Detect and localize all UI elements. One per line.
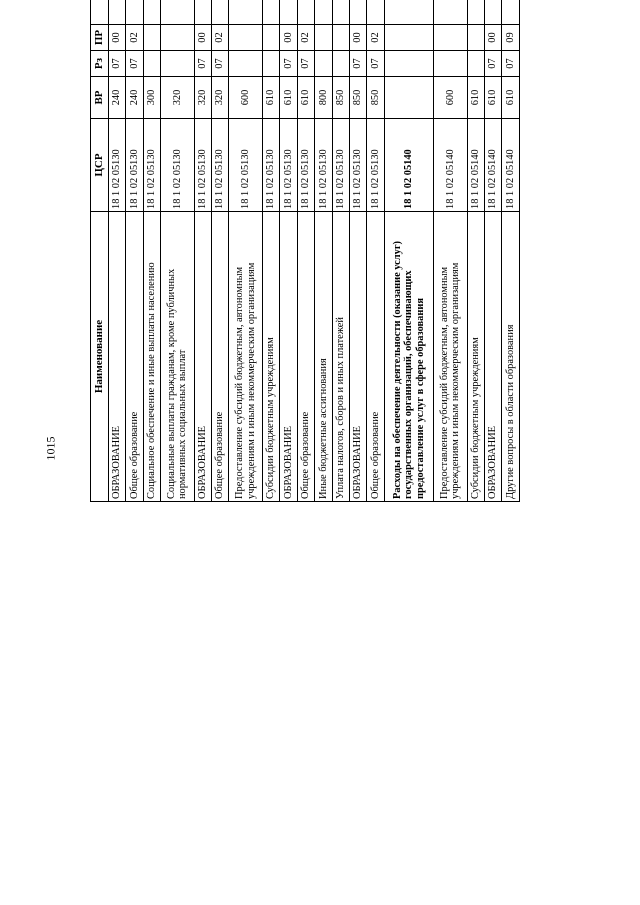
table-row	[349, 0, 366, 502]
cell-pr	[161, 25, 194, 51]
cell-y2019	[161, 0, 194, 25]
cell-rz: 07	[194, 51, 211, 77]
cell-vr: 850	[349, 77, 366, 119]
cell-name: ОБРАЗОВАНИЕ	[280, 212, 297, 502]
cell-pr	[384, 25, 433, 51]
cell-pr	[229, 25, 262, 51]
header-pr: ПР	[91, 25, 109, 51]
cell-name: Иные бюджетные ассигнования	[315, 212, 332, 502]
cell-rz: 07	[126, 51, 143, 77]
cell-y2019	[262, 0, 279, 25]
cell-rz: 07	[297, 51, 314, 77]
table-row	[467, 0, 484, 502]
cell-y2019	[315, 0, 332, 25]
cell-csr: 18 1 02 05140	[384, 119, 433, 212]
table-row	[194, 0, 211, 502]
cell-pr: 00	[194, 25, 211, 51]
page-number: 1015	[43, 436, 58, 461]
cell-vr: 320	[212, 77, 229, 119]
cell-csr: 18 1 02 05130	[109, 119, 126, 212]
cell-pr: 02	[367, 25, 384, 51]
cell-csr: 18 1 02 05130	[315, 119, 332, 212]
header-vr: ВР	[91, 77, 109, 119]
cell-y2019	[143, 0, 160, 25]
cell-pr: 00	[485, 25, 502, 51]
table-row	[485, 0, 502, 502]
table-row	[212, 0, 229, 502]
table-row	[367, 0, 384, 502]
cell-csr: 18 1 02 05130	[332, 119, 349, 212]
cell-csr: 18 1 02 05140	[502, 119, 520, 212]
cell-csr: 18 1 02 05130	[349, 119, 366, 212]
table-row	[297, 0, 314, 502]
cell-name: ОБРАЗОВАНИЕ	[109, 212, 126, 502]
cell-rz	[332, 51, 349, 77]
cell-rz	[143, 51, 160, 77]
cell-pr: 02	[297, 25, 314, 51]
cell-y2019	[126, 0, 143, 25]
cell-vr: 610	[262, 77, 279, 119]
table-row	[262, 0, 279, 502]
cell-y2019	[229, 0, 262, 25]
cell-name: ОБРАЗОВАНИЕ	[194, 212, 211, 502]
cell-vr: 800	[315, 77, 332, 119]
rotated-table-inner	[90, 0, 520, 502]
table-row	[143, 0, 160, 502]
cell-y2019	[349, 0, 366, 25]
cell-name: Уплата налогов, сборов и иных платежей	[332, 212, 349, 502]
cell-csr: 18 1 02 05130	[262, 119, 279, 212]
cell-name: Социальное обеспечение и иные выплаты населению	[143, 212, 160, 502]
cell-csr: 18 1 02 05130	[280, 119, 297, 212]
cell-pr: 00	[109, 25, 126, 51]
cell-pr	[143, 25, 160, 51]
cell-vr: 610	[502, 77, 520, 119]
cell-rz: 07	[502, 51, 520, 77]
cell-rz	[467, 51, 484, 77]
cell-name: Общее образование	[297, 212, 314, 502]
cell-vr: 320	[194, 77, 211, 119]
cell-pr: 09	[502, 25, 520, 51]
cell-rz	[229, 51, 262, 77]
cell-vr: 610	[280, 77, 297, 119]
cell-name: Субсидии бюджетным учреждениям	[262, 212, 279, 502]
table-row	[229, 0, 262, 502]
cell-name: Общее образование	[212, 212, 229, 502]
cell-y2019	[280, 0, 297, 25]
cell-vr: 610	[297, 77, 314, 119]
cell-vr: 600	[229, 77, 262, 119]
header-csr: ЦСР	[91, 119, 109, 212]
cell-name: Субсидии бюджетным учреждениям	[467, 212, 484, 502]
cell-rz: 07	[280, 51, 297, 77]
cell-vr: 610	[485, 77, 502, 119]
cell-pr	[467, 25, 484, 51]
cell-pr	[434, 25, 467, 51]
cell-y2019	[332, 0, 349, 25]
cell-rz	[315, 51, 332, 77]
cell-rz: 07	[367, 51, 384, 77]
cell-csr: 18 1 02 05130	[194, 119, 211, 212]
cell-y2019	[485, 0, 502, 25]
cell-y2019	[109, 0, 126, 25]
cell-pr	[332, 25, 349, 51]
cell-pr	[315, 25, 332, 51]
cell-rz	[161, 51, 194, 77]
cell-rz	[262, 51, 279, 77]
cell-csr: 18 1 02 05140	[467, 119, 484, 212]
cell-name: Общее образование	[126, 212, 143, 502]
cell-vr: 610	[467, 77, 484, 119]
cell-y2019	[467, 0, 484, 25]
cell-rz: 07	[212, 51, 229, 77]
cell-rz: 07	[109, 51, 126, 77]
cell-y2019	[502, 0, 520, 25]
cell-pr: 00	[280, 25, 297, 51]
cell-name: Другие вопросы в области образования	[502, 212, 520, 502]
header-rz: Рз	[91, 51, 109, 77]
cell-csr: 18 1 02 05130	[297, 119, 314, 212]
cell-y2019	[384, 0, 433, 25]
cell-rz: 07	[349, 51, 366, 77]
budget-table	[90, 0, 520, 502]
cell-name: Предоставление субсидий бюджетным, автономным учреждениям и иным некоммерческим организациям	[229, 212, 262, 502]
cell-vr: 600	[434, 77, 467, 119]
table-row	[280, 0, 297, 502]
cell-csr: 18 1 02 05130	[367, 119, 384, 212]
cell-y2019	[434, 0, 467, 25]
table-row	[332, 0, 349, 502]
cell-name: ОБРАЗОВАНИЕ	[349, 212, 366, 502]
cell-rz: 07	[485, 51, 502, 77]
cell-name: Социальные выплаты гражданам, кроме публичных нормативных социальных выплат	[161, 212, 194, 502]
table-row	[315, 0, 332, 502]
cell-csr: 18 1 02 05130	[161, 119, 194, 212]
table-header-row	[91, 0, 109, 502]
table-row	[126, 0, 143, 502]
cell-csr: 18 1 02 05130	[229, 119, 262, 212]
cell-csr: 18 1 02 05130	[143, 119, 160, 212]
rotated-table-container	[90, 29, 520, 835]
cell-name: Расходы на обеспечение деятельности (оказание услуг) государственных организаций, обеспечивающих предоставление услуг в сфере образования	[384, 212, 433, 502]
cell-name: Предоставление субсидий бюджетным, автономным учреждениям и иным некоммерческим организациям	[434, 212, 467, 502]
cell-vr: 240	[109, 77, 126, 119]
cell-name: Общее образование	[367, 212, 384, 502]
table-row	[161, 0, 194, 502]
cell-csr: 18 1 02 05130	[126, 119, 143, 212]
table-row	[502, 0, 520, 502]
cell-y2019	[367, 0, 384, 25]
cell-rz	[384, 51, 433, 77]
cell-vr: 320	[161, 77, 194, 119]
cell-y2019	[212, 0, 229, 25]
cell-pr	[262, 25, 279, 51]
cell-y2019	[194, 0, 211, 25]
cell-vr: 850	[332, 77, 349, 119]
cell-vr: 300	[143, 77, 160, 119]
cell-vr: 850	[367, 77, 384, 119]
cell-csr: 18 1 02 05130	[212, 119, 229, 212]
cell-csr: 18 1 02 05140	[434, 119, 467, 212]
cell-name: ОБРАЗОВАНИЕ	[485, 212, 502, 502]
cell-pr: 02	[126, 25, 143, 51]
cell-vr	[384, 77, 433, 119]
table-row	[384, 0, 433, 502]
cell-csr: 18 1 02 05140	[485, 119, 502, 212]
table-row	[434, 0, 467, 502]
cell-y2019	[297, 0, 314, 25]
cell-pr: 02	[212, 25, 229, 51]
header-2019	[91, 0, 109, 25]
header-name: Наименование	[91, 212, 109, 502]
cell-pr: 00	[349, 25, 366, 51]
cell-rz	[434, 51, 467, 77]
table-row	[109, 0, 126, 502]
cell-vr: 240	[126, 77, 143, 119]
